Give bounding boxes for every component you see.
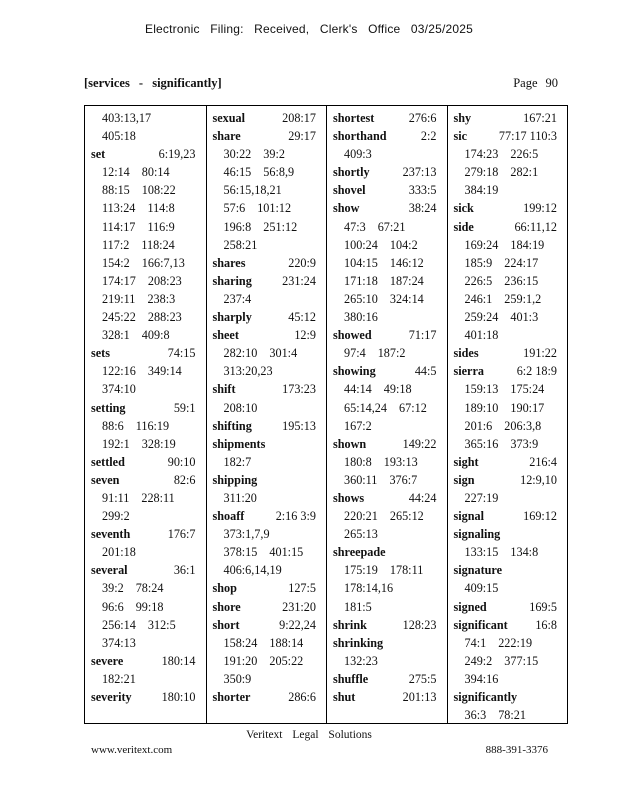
- index-page-refs-continued: 191:20 205:22: [223, 653, 304, 668]
- index-entry: [91, 471, 206, 489]
- index-page-refs-continued: 178:14,16: [344, 581, 394, 596]
- index-entry: [91, 525, 206, 543]
- index-page-refs-continued: 88:15 108:22: [102, 183, 176, 198]
- index-page-refs: 82:6: [173, 472, 196, 487]
- index-page-refs: 276:6: [408, 111, 437, 125]
- index-page-refs-continued: 132:23: [344, 653, 378, 668]
- index-page-refs: 199:12: [523, 201, 557, 216]
- index-term: shrink: [333, 617, 367, 632]
- index-term: severity: [91, 690, 132, 704]
- index-page-refs-continued: 220:21 265:12: [344, 509, 424, 524]
- index-page-refs-continued: 374:13: [102, 635, 136, 650]
- index-term: setting: [91, 400, 126, 415]
- index-page-refs-continued: 227:19: [464, 490, 499, 505]
- index-page-refs: 9:22,24: [279, 617, 316, 632]
- index-entry: [454, 109, 568, 127]
- index-page-refs-continued: 174:17 208:23: [102, 273, 182, 288]
- index-page-refs-continued: 311:20: [223, 490, 257, 505]
- index-page-refs: 66:11,12: [514, 219, 557, 234]
- index-page-refs-continued: 96:6 99:18: [102, 599, 164, 614]
- index-entry: [333, 181, 447, 199]
- index-page-refs-continued: 12:14 80:14: [102, 165, 170, 180]
- index-page-refs-continued: 365:16 373:9: [464, 436, 539, 451]
- index-page-refs: 12:9,10: [520, 472, 557, 487]
- index-page-refs-continued: 159:13 175:24: [464, 382, 545, 397]
- index-page-refs: 38:24: [408, 201, 437, 216]
- filing-stamp: Electronic Filing: Received, Clerk's Office 03/25/2025: [144, 22, 473, 36]
- index-page-refs-continued: 258:21: [223, 237, 258, 252]
- index-page-refs-continued: 154:2 166:7,13: [102, 255, 185, 270]
- index-page-refs: 12:9: [294, 328, 316, 343]
- index-column-3: [326, 106, 447, 723]
- index-term: show: [333, 201, 360, 216]
- index-page-refs-continued: 380:16: [344, 310, 378, 325]
- page-label: Page: [513, 76, 538, 90]
- footer-phone: 888-391-3376: [485, 744, 548, 756]
- index-page-refs-continued: 44:14 49:18: [344, 382, 412, 397]
- index-page-refs-continued: 265:10 324:14: [344, 291, 424, 306]
- index-term: shipping: [212, 472, 258, 487]
- index-page-refs: 2:16 3:9: [275, 509, 316, 524]
- index-page-refs: 149:22: [402, 436, 437, 451]
- index-entry: [454, 453, 568, 471]
- index-entry: [213, 308, 327, 326]
- index-page-refs-continued: 189:10 190:17: [464, 400, 545, 415]
- index-page-refs: 191:22: [523, 346, 557, 361]
- index-page-refs: 208:17: [282, 111, 316, 125]
- index-term: shown: [333, 436, 367, 451]
- index-column-2: [206, 106, 327, 723]
- index-term: sexual: [212, 111, 246, 125]
- index-term: shy: [453, 111, 472, 125]
- index-term: seventh: [91, 527, 131, 542]
- index-range-heading: [services - significantly]: [84, 76, 222, 90]
- index-page-refs: 333:5: [408, 183, 437, 198]
- index-page-refs-continued: 158:24 188:14: [223, 635, 304, 650]
- index-term: signal: [453, 509, 484, 524]
- index-page-refs-continued: 36:3 78:21: [464, 708, 526, 723]
- index-entry: [333, 326, 447, 344]
- index-page-refs-continued: 104:15 146:12: [344, 255, 424, 270]
- index-page-refs-continued: 245:22 288:23: [102, 310, 182, 325]
- index-page-refs-continued: 374:10: [102, 382, 136, 397]
- index-term: shop: [212, 581, 237, 596]
- index-entry: [333, 435, 447, 453]
- index-page-refs-continued: 256:14 312:5: [102, 617, 176, 632]
- index-page-refs-continued: 114:17 116:9: [102, 219, 175, 234]
- index-term: significantly: [453, 690, 518, 704]
- index-page-refs-continued: 226:5 236:15: [464, 273, 539, 288]
- index-entry: [213, 109, 327, 127]
- index-entry: [213, 598, 327, 616]
- index-page-refs-continued: 350:9: [223, 671, 252, 686]
- index-column-4: [447, 106, 568, 723]
- index-page-refs-continued: 409:15: [464, 581, 499, 596]
- index-entry: [213, 616, 327, 634]
- index-page-refs-continued: 100:24 104:2: [344, 237, 418, 252]
- index-entry: [454, 127, 568, 145]
- index-entry: [333, 163, 447, 181]
- index-entry: [333, 634, 447, 652]
- index-page-refs-continued: 259:24 401:3: [464, 310, 539, 325]
- index-page-refs-continued: 133:15 134:8: [464, 545, 539, 560]
- index-term: shut: [333, 690, 356, 704]
- index-term: significant: [453, 617, 508, 632]
- index-page-refs: 6:2 18:9: [516, 364, 557, 379]
- index-page-refs-continued: 279:18 282:1: [464, 165, 539, 180]
- index-page-refs: 216:4: [529, 454, 557, 469]
- index-page-refs-continued: 246:1 259:1,2: [464, 291, 542, 306]
- footer-website: www.veritext.com: [91, 744, 173, 756]
- index-column-1: [85, 106, 206, 723]
- index-entry: [454, 561, 568, 579]
- index-entry: [333, 109, 447, 127]
- index-page-refs-continued: 46:15 56:8,9: [223, 165, 295, 180]
- index-page-refs-continued: 88:6 116:19: [102, 418, 170, 433]
- index-page-refs-continued: 113:24 114:8: [102, 201, 175, 216]
- index-entry: [91, 561, 206, 579]
- index-term: sides: [453, 346, 479, 361]
- index-page-refs: 231:20: [282, 599, 316, 614]
- index-entry: [213, 435, 327, 453]
- index-page-refs: 169:12: [523, 509, 557, 524]
- index-page-refs: 29:17: [288, 129, 316, 144]
- index-page-refs: 74:15: [167, 346, 196, 361]
- index-entry: [454, 598, 568, 616]
- index-page-refs: 128:23: [402, 617, 437, 632]
- index-page-refs-continued: 182:21: [102, 671, 136, 686]
- index-term: shrinking: [333, 635, 384, 650]
- page-number-label: [505, 76, 558, 91]
- index-entry: [91, 652, 206, 670]
- index-page-refs: 169:5: [529, 599, 557, 614]
- index-page-refs-continued: 97:4 187:2: [344, 346, 406, 361]
- index-page-refs: 180:10: [161, 690, 196, 704]
- index-page-refs: 167:21: [523, 111, 557, 125]
- index-page-refs-continued: 237:4: [223, 291, 252, 306]
- index-entry: [213, 272, 327, 290]
- index-term: shifting: [212, 418, 252, 433]
- index-term: shortly: [333, 165, 370, 180]
- index-term: sic: [453, 129, 468, 144]
- index-term: severe: [91, 653, 124, 668]
- index-entry: [213, 507, 327, 525]
- index-page-refs-continued: 201:6 206:3,8: [464, 418, 542, 433]
- index-page-refs-continued: 201:18: [102, 545, 136, 560]
- index-page-refs: 44:5: [414, 364, 437, 379]
- index-page-refs-continued: 39:2 78:24: [102, 581, 164, 596]
- index-page-refs: 2:2: [420, 129, 437, 144]
- index-term: showed: [333, 328, 372, 343]
- index-entry: [333, 616, 447, 634]
- index-term: shore: [212, 599, 241, 614]
- index-entry: [333, 688, 447, 706]
- index-page-refs: 286:6: [288, 690, 316, 704]
- index-page-refs: 180:14: [161, 653, 196, 668]
- index-page-refs: 59:1: [173, 400, 196, 415]
- index-page-refs-continued: 406:6,14,19: [223, 563, 282, 578]
- index-page-refs-continued: 328:1 409:8: [102, 328, 170, 343]
- index-page-refs: 173:23: [282, 382, 316, 397]
- index-term: shows: [333, 490, 365, 505]
- index-term: sets: [91, 346, 110, 361]
- index-page-refs: 176:7: [167, 527, 196, 542]
- index-entry: [213, 326, 327, 344]
- index-entry: [454, 362, 568, 380]
- index-term: shorter: [212, 690, 251, 704]
- index-term: shreepade: [333, 545, 386, 560]
- index-page-refs-continued: 384:19: [464, 183, 499, 198]
- index-page-refs-continued: 182:7: [223, 454, 252, 469]
- index-page-refs-continued: 169:24 184:19: [464, 237, 545, 252]
- index-term: shoaff: [212, 509, 245, 524]
- index-page-refs-continued: 174:23 226:5: [464, 147, 539, 162]
- index-entry: [333, 489, 447, 507]
- word-index-table: [84, 105, 568, 724]
- index-entry: [454, 218, 568, 236]
- index-page-refs-continued: 394:16: [464, 671, 499, 686]
- index-page-refs-continued: 409:3: [344, 147, 372, 162]
- index-term: signed: [453, 599, 487, 614]
- index-page-refs: 127:5: [288, 581, 316, 596]
- index-page-refs: 6:19,23: [158, 147, 196, 162]
- index-term: sharply: [212, 310, 252, 325]
- index-page-refs: 16:8: [535, 617, 557, 632]
- index-page-refs: 44:24: [408, 490, 437, 505]
- index-page-refs-continued: 171:18 187:24: [344, 273, 424, 288]
- index-page-refs-continued: 91:11 228:11: [102, 490, 175, 505]
- index-page-refs-continued: 181:5: [344, 599, 372, 614]
- index-entry: [91, 688, 206, 706]
- index-page-refs-continued: 196:8 251:12: [223, 219, 298, 234]
- index-page-refs-continued: 299:2: [102, 509, 130, 524]
- index-entry: [333, 543, 447, 561]
- index-term: shorthand: [333, 129, 387, 144]
- index-page-refs: 231:24: [282, 273, 316, 288]
- index-entry: [333, 362, 447, 380]
- index-page-refs-continued: 185:9 224:17: [464, 255, 539, 270]
- index-entry: [454, 525, 568, 543]
- index-entry: [91, 344, 206, 362]
- index-page-refs-continued: 117:2 118:24: [102, 237, 175, 252]
- index-entry: [454, 471, 568, 489]
- index-entry: [333, 670, 447, 688]
- index-term: several: [91, 563, 128, 578]
- index-page-refs-continued: 249:2 377:15: [464, 653, 539, 668]
- index-page-refs-continued: 65:14,24 67:12: [344, 400, 427, 415]
- index-entry: [213, 471, 327, 489]
- index-entry: [213, 688, 327, 706]
- index-page-refs: 275:5: [408, 671, 437, 686]
- index-page-refs: 90:10: [167, 454, 196, 469]
- index-page-refs-continued: 373:1,7,9: [223, 527, 270, 542]
- index-page-refs-continued: 405:18: [102, 129, 136, 144]
- index-page-refs-continued: 219:11 238:3: [102, 291, 176, 306]
- index-term: shift: [212, 382, 236, 397]
- index-page-refs: 220:9: [288, 255, 316, 270]
- index-page-refs: 237:13: [402, 165, 437, 180]
- index-term: signaling: [453, 527, 501, 542]
- index-entry: [91, 399, 206, 417]
- index-entry: [213, 254, 327, 272]
- index-term: sight: [453, 454, 479, 469]
- index-page-refs-continued: 30:22 39:2: [223, 147, 285, 162]
- index-page-refs-continued: 403:13,17: [102, 111, 152, 125]
- index-term: sign: [453, 472, 475, 487]
- index-term: short: [212, 617, 240, 632]
- index-entry: [213, 380, 327, 398]
- index-entry: [91, 453, 206, 471]
- index-entry: [213, 127, 327, 145]
- index-page-refs-continued: 175:19 178:11: [344, 563, 424, 578]
- index-page-refs: 77:17 110:3: [498, 129, 557, 144]
- index-term: shuffle: [333, 671, 369, 686]
- index-term: signature: [453, 563, 503, 578]
- index-page-refs-continued: 313:20,23: [223, 364, 273, 379]
- index-entry: [333, 199, 447, 217]
- index-term: seven: [91, 472, 120, 487]
- index-page-refs-continued: 401:18: [464, 328, 499, 343]
- index-page-refs: 45:12: [288, 310, 316, 325]
- footer-company: Veritext Legal Solutions: [246, 729, 372, 741]
- index-page-refs-continued: 282:10 301:4: [223, 346, 298, 361]
- index-term: showing: [333, 364, 376, 379]
- index-page-refs: 71:17: [408, 328, 437, 343]
- index-entry: [333, 127, 447, 145]
- index-page-refs-continued: 360:11 376:7: [344, 472, 418, 487]
- index-entry: [91, 145, 206, 163]
- index-page-refs-continued: 192:1 328:19: [102, 436, 176, 451]
- index-page-refs-continued: 378:15 401:15: [223, 545, 304, 560]
- index-term: set: [91, 147, 106, 162]
- index-page-refs-continued: 122:16 349:14: [102, 364, 182, 379]
- index-entry: [454, 507, 568, 525]
- index-entry: [454, 616, 568, 634]
- index-entry: [454, 344, 568, 362]
- index-page-refs-continued: 56:15,18,21: [223, 183, 282, 198]
- index-term: side: [453, 219, 474, 234]
- index-term: shortest: [333, 111, 375, 125]
- index-page-refs-continued: 265:13: [344, 527, 378, 542]
- index-page-refs: 201:13: [402, 690, 437, 704]
- index-page-refs: 195:13: [282, 418, 316, 433]
- index-page-refs-continued: 57:6 101:12: [223, 201, 292, 216]
- index-entry: [454, 199, 568, 217]
- index-term: share: [212, 129, 241, 144]
- index-page-refs-continued: 74:1 222:19: [464, 635, 533, 650]
- index-term: shovel: [333, 183, 366, 198]
- page-number: 90: [545, 76, 558, 90]
- index-entry: [213, 417, 327, 435]
- index-term: shipments: [212, 436, 266, 451]
- index-term: shares: [212, 255, 246, 270]
- index-entry: [213, 579, 327, 597]
- index-page-refs-continued: 180:8 193:13: [344, 454, 418, 469]
- index-entry: [454, 688, 568, 706]
- index-term: sick: [453, 201, 474, 216]
- index-page-refs-continued: 167:2: [344, 418, 372, 433]
- index-term: sierra: [453, 364, 484, 379]
- index-page-refs: 36:1: [173, 563, 196, 578]
- index-term: settled: [91, 454, 125, 469]
- index-page-refs-continued: 208:10: [223, 400, 258, 415]
- index-term: sheet: [212, 328, 239, 343]
- index-page-refs-continued: 47:3 67:21: [344, 219, 406, 234]
- index-term: sharing: [212, 273, 252, 288]
